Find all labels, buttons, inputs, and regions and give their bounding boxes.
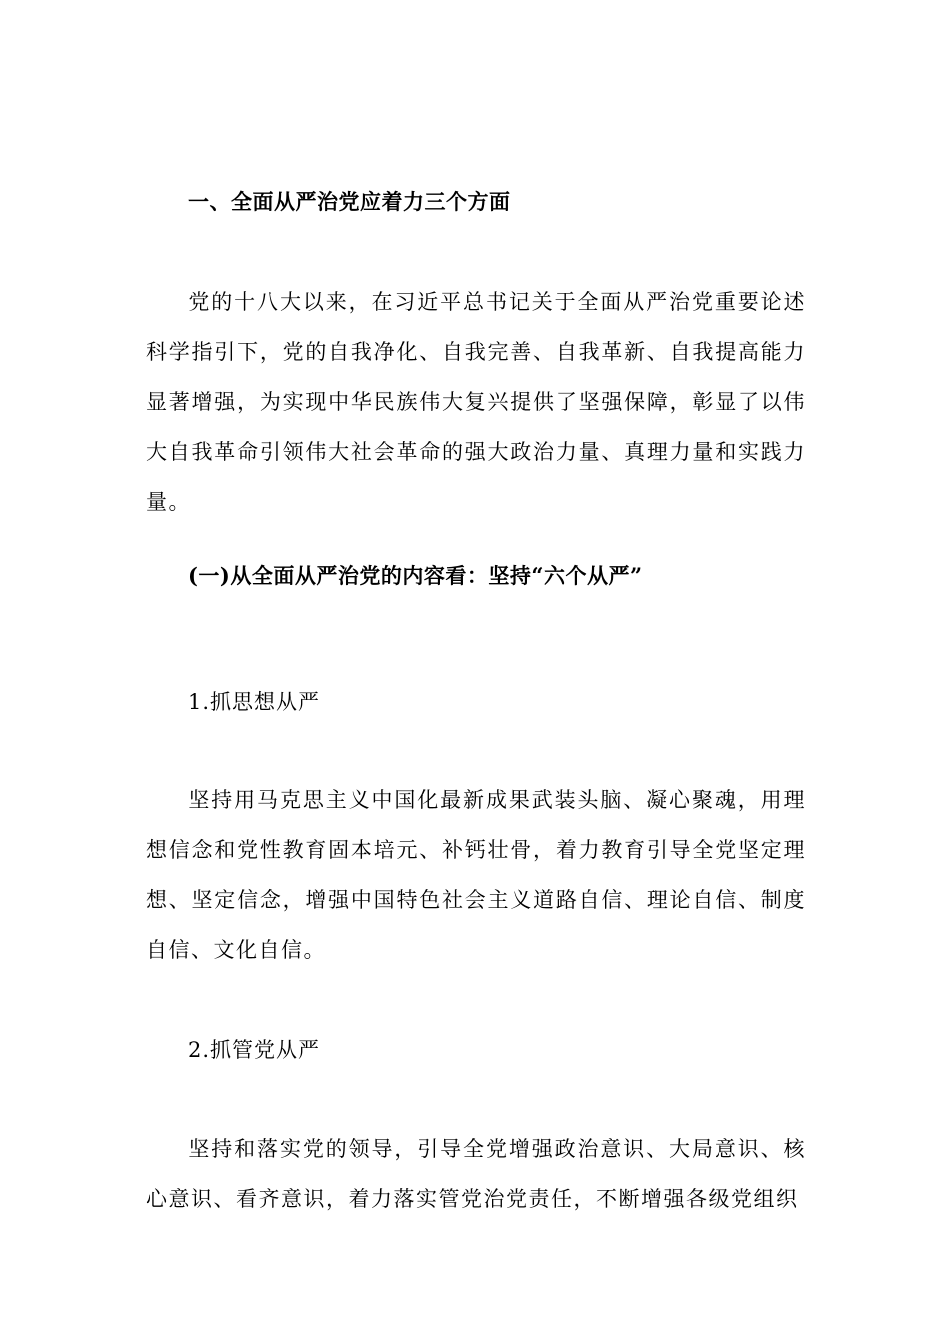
body-paragraph xyxy=(146,1124,806,1224)
paragraph-text: 坚持用马克思主义中国化最新成果武装头脑、凝心聚魂，用理想信念和党性教育固本培元、补钙壮骨，着力教育引导全党坚定理想、坚定信念，增强中国特色社会主义道路自信、理论自信、制度自信、文化自信。 xyxy=(146,788,806,962)
paragraph-text: 坚持和落实党的领导，引导全党增强政治意识、大局意识、核心意识、看齐意识，着力落实管党治党责任，不断增强各级党组织 xyxy=(146,1137,806,1211)
section-heading: 一、全面从严治党应着力三个方面 xyxy=(188,189,511,214)
subsection-heading: (一)从全面从严治党的内容看：坚持“六个从严” xyxy=(188,563,643,588)
body-paragraph xyxy=(146,775,806,975)
paragraph-text: 党的十八大以来，在习近平总书记关于全面从严治党重要论述科学指引下，党的自我净化、自我完善、自我革新、自我提高能力显著增强，为实现中华民族伟大复兴提供了坚强保障，彰显了以伟大自我革命引领伟大社会革命的强大政治力量、真理力量和实践力量。 xyxy=(146,290,806,514)
body-paragraph xyxy=(146,277,806,527)
numbered-item-heading: 1.抓思想从严 xyxy=(188,690,321,714)
numbered-item-heading: 2.抓管党从严 xyxy=(188,1038,321,1062)
